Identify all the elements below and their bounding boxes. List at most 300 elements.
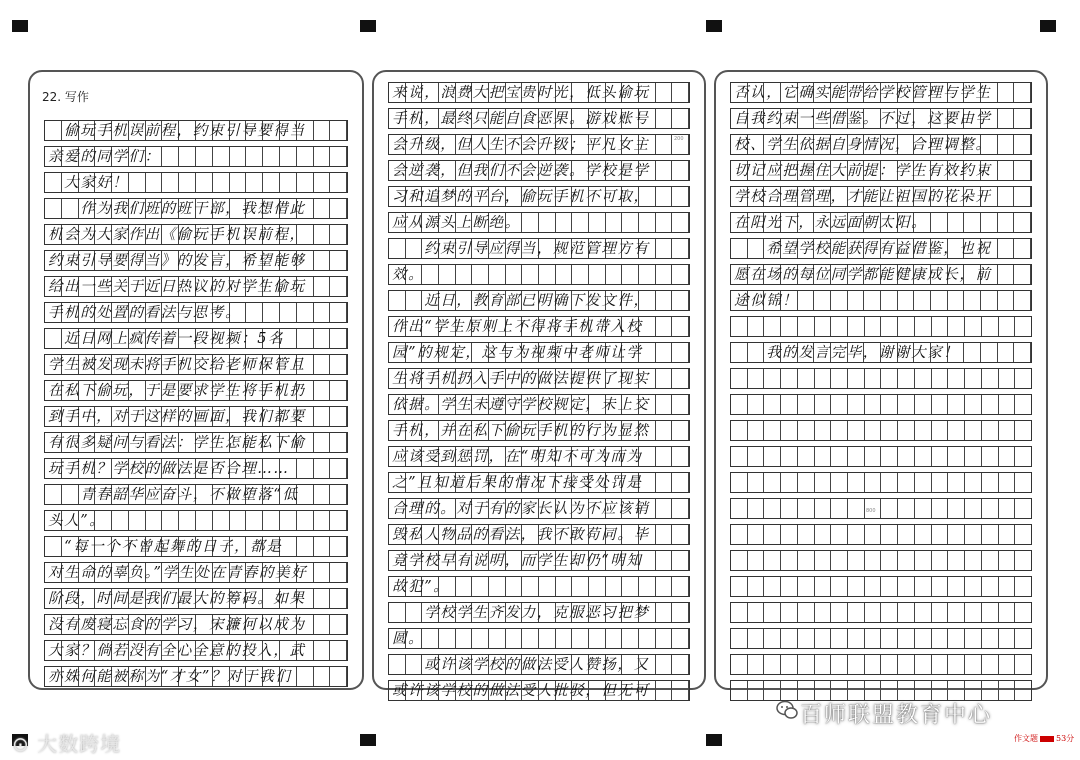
grid-cell bbox=[731, 395, 748, 414]
handwritten-line: 我的发言完毕，谢谢大家！ bbox=[734, 345, 960, 361]
handwritten-line: 校、学生依据自身情况，合理调整。 bbox=[734, 137, 992, 153]
handwritten-line: 或许该学校的做法受人批驳，但无可 bbox=[392, 683, 650, 699]
grid-cell bbox=[731, 473, 748, 492]
grid-cell bbox=[672, 343, 689, 362]
grid-cell bbox=[589, 213, 606, 232]
grid-cell bbox=[798, 551, 815, 570]
grid-cell bbox=[948, 291, 965, 310]
grid-cell bbox=[1015, 551, 1031, 570]
grid-row bbox=[730, 628, 1032, 649]
grid-cell bbox=[489, 265, 506, 284]
grid-cell bbox=[1014, 109, 1031, 128]
grid-cell bbox=[572, 577, 589, 596]
grid-cell bbox=[999, 655, 1016, 674]
grid-cell bbox=[831, 395, 848, 414]
grid-cell bbox=[639, 265, 656, 284]
grid-cell bbox=[948, 369, 965, 388]
grid-row bbox=[44, 198, 348, 219]
grid-row bbox=[388, 420, 690, 441]
grid-cell bbox=[672, 421, 689, 440]
grid-cell bbox=[781, 499, 798, 518]
grid-cell bbox=[982, 629, 999, 648]
grid-cell bbox=[489, 577, 506, 596]
grid-cell bbox=[764, 447, 781, 466]
grid-cell bbox=[314, 667, 331, 686]
grid-cell bbox=[848, 551, 865, 570]
grid-cell bbox=[915, 525, 932, 544]
answer-panel-left bbox=[28, 70, 364, 690]
handwritten-line: 竟学校早有说明，而学生却仍“明知 bbox=[392, 553, 643, 569]
grid-cell bbox=[263, 511, 280, 530]
grid-cell bbox=[781, 603, 798, 622]
grid-row bbox=[44, 354, 348, 375]
grid-cell bbox=[522, 213, 539, 232]
grid-cell bbox=[965, 551, 982, 570]
grid-cell bbox=[330, 537, 347, 556]
grid-cell bbox=[865, 551, 882, 570]
grid-cell bbox=[456, 629, 473, 648]
grid-cell bbox=[848, 525, 865, 544]
grid-cell bbox=[246, 147, 263, 166]
grid-cell bbox=[731, 577, 748, 596]
grid-cell bbox=[213, 173, 230, 192]
grid-cell bbox=[798, 577, 815, 596]
grid-cell bbox=[865, 603, 882, 622]
grid-cell bbox=[881, 655, 898, 674]
grid-cell bbox=[656, 603, 673, 622]
grid-cell bbox=[589, 577, 606, 596]
grid-cell bbox=[965, 369, 982, 388]
grid-cell bbox=[848, 447, 865, 466]
grid-cell bbox=[556, 577, 573, 596]
grid-cell bbox=[982, 499, 999, 518]
grid-cell bbox=[881, 421, 898, 440]
grid-cell bbox=[982, 655, 999, 674]
grid-cell bbox=[314, 225, 331, 244]
grid-cell bbox=[898, 473, 915, 492]
grid-cell bbox=[280, 173, 297, 192]
grid-cell bbox=[314, 641, 331, 660]
grid-cell bbox=[314, 589, 331, 608]
handwritten-line: 手机，最终只能自食恶果。游戏账号 bbox=[392, 111, 650, 127]
grid-cell bbox=[915, 395, 932, 414]
grid-cell bbox=[314, 251, 331, 270]
grid-cell bbox=[672, 109, 689, 128]
grid-cell bbox=[848, 317, 865, 336]
handwritten-line: 会升级，但人生不会升级；平凡女主 bbox=[392, 137, 650, 153]
grid-cell bbox=[798, 473, 815, 492]
grid-cell bbox=[999, 551, 1016, 570]
grid-cell bbox=[798, 421, 815, 440]
grid-cell bbox=[932, 499, 949, 518]
grid-cell bbox=[848, 395, 865, 414]
grid-cell bbox=[731, 629, 748, 648]
grid-cell bbox=[815, 499, 832, 518]
grid-cell bbox=[589, 265, 606, 284]
handwritten-line: 途似锦！ bbox=[734, 293, 799, 309]
grid-cell bbox=[748, 369, 765, 388]
grid-cell bbox=[280, 147, 297, 166]
grid-cell bbox=[932, 473, 949, 492]
grid-cell bbox=[798, 499, 815, 518]
grid-cell bbox=[330, 667, 347, 686]
grid-cell bbox=[672, 317, 689, 336]
grid-cell bbox=[314, 355, 331, 374]
grid-cell bbox=[865, 577, 882, 596]
grid-cell bbox=[915, 447, 932, 466]
grid-cell bbox=[748, 499, 765, 518]
grid-cell bbox=[230, 173, 247, 192]
grid-row bbox=[388, 368, 690, 389]
grid-cell bbox=[314, 303, 331, 322]
grid-cell bbox=[998, 187, 1015, 206]
grid-cell bbox=[506, 265, 523, 284]
grid-cell bbox=[1015, 577, 1031, 596]
grid-cell bbox=[848, 369, 865, 388]
grid-cell bbox=[881, 317, 898, 336]
grid-cell bbox=[656, 135, 673, 154]
grid-cell bbox=[672, 239, 689, 258]
grid-cell bbox=[162, 147, 179, 166]
grid-cell bbox=[314, 121, 331, 140]
grid-cell bbox=[213, 511, 230, 530]
grid-cell bbox=[764, 317, 781, 336]
grid-cell bbox=[831, 655, 848, 674]
registration-mark bbox=[706, 20, 722, 32]
question-label: 22. 写作 bbox=[42, 90, 89, 104]
grid-cell bbox=[932, 395, 949, 414]
grid-cell bbox=[798, 291, 815, 310]
grid-cell bbox=[314, 277, 331, 296]
grid-cell bbox=[764, 525, 781, 544]
grid-row bbox=[44, 302, 348, 323]
grid-cell bbox=[965, 317, 982, 336]
grid-cell bbox=[865, 317, 882, 336]
handwritten-line: 效。 bbox=[392, 267, 425, 283]
grid-cell bbox=[179, 173, 196, 192]
handwritten-line: 生将手机扔入手中的做法提供了现实 bbox=[392, 371, 650, 387]
grid-cell bbox=[731, 499, 748, 518]
handwritten-line: 故犯”。 bbox=[392, 579, 450, 595]
handwritten-line: 近日，教育部已明确下发文件， bbox=[392, 293, 650, 309]
grid-cell bbox=[246, 511, 263, 530]
grid-cell bbox=[196, 173, 213, 192]
grid-cell bbox=[982, 317, 999, 336]
handwritten-line: 自我约束一些借鉴。不过，这要由学 bbox=[734, 111, 992, 127]
grid-cell bbox=[998, 265, 1015, 284]
grid-row bbox=[730, 316, 1032, 337]
grid-cell bbox=[572, 629, 589, 648]
grid-cell bbox=[815, 395, 832, 414]
grid-cell bbox=[731, 525, 748, 544]
grid-cell bbox=[672, 213, 689, 232]
grid-cell bbox=[672, 681, 689, 700]
grid-cell bbox=[764, 369, 781, 388]
grid-cell bbox=[881, 577, 898, 596]
grid-cell bbox=[656, 161, 673, 180]
handwritten-line: 或许该学校的做法受人赞扬，又 bbox=[392, 657, 650, 673]
grid-cell bbox=[931, 213, 948, 232]
grid-cell bbox=[964, 213, 981, 232]
grid-cell bbox=[781, 681, 798, 700]
grid-cell bbox=[764, 629, 781, 648]
handwritten-line: 园”的规定，这与为视频中老师让学 bbox=[392, 345, 643, 361]
grid-cell bbox=[815, 525, 832, 544]
handwritten-line: 毁私人物品的看法，我不敢苟同。毕 bbox=[392, 527, 650, 543]
grid-cell bbox=[1015, 421, 1031, 440]
grid-cell bbox=[656, 655, 673, 674]
grid-cell bbox=[965, 577, 982, 596]
grid-row bbox=[44, 510, 348, 531]
grid-cell bbox=[656, 447, 673, 466]
grid-cell bbox=[781, 551, 798, 570]
grid-cell bbox=[656, 577, 673, 596]
grid-cell bbox=[831, 551, 848, 570]
grid-cell bbox=[781, 629, 798, 648]
grid-cell bbox=[999, 525, 1016, 544]
grid-count-mark: 200 bbox=[674, 136, 684, 142]
grid-cell bbox=[781, 317, 798, 336]
grid-cell bbox=[1015, 629, 1031, 648]
grid-cell bbox=[472, 265, 489, 284]
grid-cell bbox=[781, 447, 798, 466]
grid-cell bbox=[330, 173, 347, 192]
grid-cell bbox=[898, 629, 915, 648]
grid-cell bbox=[948, 629, 965, 648]
grid-row bbox=[388, 186, 690, 207]
grid-cell bbox=[1014, 265, 1031, 284]
grid-cell bbox=[589, 629, 606, 648]
grid-cell bbox=[672, 603, 689, 622]
grid-cell bbox=[965, 395, 982, 414]
grid-cell bbox=[932, 577, 949, 596]
grid-cell bbox=[764, 499, 781, 518]
score-stamp: 作文题 53分 bbox=[1014, 734, 1075, 743]
grid-cell bbox=[246, 173, 263, 192]
grid-cell bbox=[330, 641, 347, 660]
grid-cell bbox=[672, 577, 689, 596]
grid-cell bbox=[656, 265, 673, 284]
grid-row bbox=[730, 134, 1032, 155]
grid-cell bbox=[748, 603, 765, 622]
grid-cell bbox=[179, 511, 196, 530]
grid-cell bbox=[964, 291, 981, 310]
grid-cell bbox=[948, 603, 965, 622]
grid-cell bbox=[915, 551, 932, 570]
grid-cell bbox=[112, 511, 129, 530]
grid-row bbox=[44, 562, 348, 583]
grid-row bbox=[730, 498, 1032, 519]
grid-cell bbox=[472, 629, 489, 648]
grid-cell bbox=[848, 473, 865, 492]
grid-cell bbox=[815, 655, 832, 674]
grid-cell bbox=[314, 459, 331, 478]
grid-cell bbox=[798, 317, 815, 336]
grid-cell bbox=[656, 551, 673, 570]
grid-cell bbox=[314, 147, 331, 166]
grid-row bbox=[730, 238, 1032, 259]
grid-cell bbox=[129, 173, 146, 192]
grid-cell bbox=[965, 473, 982, 492]
handwritten-line: 之”且知道后果的情况下接受处罚是 bbox=[392, 475, 643, 491]
grid-cell bbox=[731, 369, 748, 388]
grid-cell bbox=[998, 135, 1015, 154]
grid-cell bbox=[981, 291, 998, 310]
grid-cell bbox=[280, 303, 297, 322]
grid-cell bbox=[330, 459, 347, 478]
grid-cell bbox=[297, 511, 314, 530]
grid-cell bbox=[656, 239, 673, 258]
grid-cell bbox=[915, 655, 932, 674]
grid-cell bbox=[981, 343, 998, 362]
grid-row bbox=[44, 146, 348, 167]
grid-row bbox=[388, 524, 690, 545]
grid-cell bbox=[656, 369, 673, 388]
handwritten-line: 习和追梦的平台，偷玩手机不可取， bbox=[392, 189, 650, 205]
grid-cell bbox=[815, 629, 832, 648]
grid-cell bbox=[556, 629, 573, 648]
grid-cell bbox=[314, 173, 331, 192]
grid-cell bbox=[798, 395, 815, 414]
grid-cell bbox=[622, 577, 639, 596]
grid-cell bbox=[915, 473, 932, 492]
grid-cell bbox=[330, 589, 347, 608]
grid-cell bbox=[196, 511, 213, 530]
grid-cell bbox=[1015, 499, 1031, 518]
grid-cell bbox=[998, 343, 1015, 362]
grid-cell bbox=[672, 525, 689, 544]
grid-cell bbox=[539, 577, 556, 596]
grid-cell bbox=[931, 291, 948, 310]
grid-row bbox=[388, 446, 690, 467]
handwritten-line: 切记应把握住大前提：学生有效约束 bbox=[734, 163, 992, 179]
grid-cell bbox=[881, 525, 898, 544]
grid-cell bbox=[815, 603, 832, 622]
grid-cell bbox=[297, 329, 314, 348]
grid-cell bbox=[297, 485, 314, 504]
grid-cell bbox=[865, 525, 882, 544]
grid-cell bbox=[999, 395, 1016, 414]
grid-cell bbox=[656, 291, 673, 310]
grid-row bbox=[388, 472, 690, 493]
watermark-left: ⊙ 大数跨境 bbox=[12, 732, 122, 756]
grid-cell bbox=[314, 433, 331, 452]
grid-cell bbox=[999, 369, 1016, 388]
grid-cell bbox=[881, 395, 898, 414]
grid-cell bbox=[213, 147, 230, 166]
grid-cell bbox=[748, 395, 765, 414]
grid-cell bbox=[330, 433, 347, 452]
grid-cell bbox=[1014, 187, 1031, 206]
grid-cell bbox=[982, 551, 999, 570]
grid-cell bbox=[998, 291, 1015, 310]
grid-cell bbox=[932, 655, 949, 674]
grid-cell bbox=[764, 551, 781, 570]
grid-row bbox=[388, 550, 690, 571]
wechat-icon bbox=[776, 700, 798, 720]
grid-cell bbox=[330, 147, 347, 166]
grid-cell bbox=[764, 473, 781, 492]
handwritten-line: 对生命的辜负。”学生处在青春的美好 bbox=[48, 565, 308, 581]
grid-cell bbox=[982, 421, 999, 440]
grid-cell bbox=[948, 655, 965, 674]
watermark-icon: ⊙ bbox=[12, 732, 38, 756]
grid-cell bbox=[330, 303, 347, 322]
grid-cell bbox=[522, 629, 539, 648]
grid-cell bbox=[246, 303, 263, 322]
grid-cell bbox=[672, 447, 689, 466]
handwritten-line: 依据。学生未遵守学校规定，未上交 bbox=[392, 397, 650, 413]
grid-cell bbox=[731, 421, 748, 440]
grid-cell bbox=[831, 447, 848, 466]
grid-cell bbox=[656, 213, 673, 232]
grid-cell bbox=[422, 265, 439, 284]
grid-cell bbox=[330, 485, 347, 504]
grid-cell bbox=[1014, 213, 1031, 232]
grid-cell bbox=[815, 551, 832, 570]
grid-cell bbox=[831, 317, 848, 336]
grid-row bbox=[44, 172, 348, 193]
grid-cell bbox=[622, 629, 639, 648]
grid-cell bbox=[672, 291, 689, 310]
grid-cell bbox=[865, 369, 882, 388]
grid-cell bbox=[881, 499, 898, 518]
grid-cell bbox=[656, 681, 673, 700]
grid-cell bbox=[848, 629, 865, 648]
grid-cell bbox=[881, 629, 898, 648]
registration-mark bbox=[360, 734, 376, 746]
grid-cell bbox=[179, 147, 196, 166]
grid-cell bbox=[656, 629, 673, 648]
grid-cell bbox=[948, 577, 965, 596]
handwritten-line: 到手中，对于这样的画面，我们都要 bbox=[48, 409, 306, 425]
grid-cell bbox=[815, 369, 832, 388]
grid-cell bbox=[999, 317, 1016, 336]
grid-cell bbox=[230, 511, 247, 530]
grid-cell bbox=[280, 537, 297, 556]
grid-row bbox=[730, 576, 1032, 597]
handwritten-line: 亦姝何能被称为“才女”？对于我们 bbox=[48, 669, 292, 685]
handwritten-line: 近日网上疯传着一段视频：5名 bbox=[48, 331, 285, 347]
grid-cell bbox=[764, 655, 781, 674]
grid-cell bbox=[162, 511, 179, 530]
grid-cell bbox=[656, 421, 673, 440]
grid-cell bbox=[764, 577, 781, 596]
grid-cell bbox=[798, 525, 815, 544]
grid-cell bbox=[932, 603, 949, 622]
grid-cell bbox=[731, 551, 748, 570]
grid-cell bbox=[1014, 343, 1031, 362]
grid-row bbox=[44, 484, 348, 505]
grid-cell bbox=[999, 629, 1016, 648]
grid-cell bbox=[656, 473, 673, 492]
grid-cell bbox=[932, 551, 949, 570]
grid-cell bbox=[915, 317, 932, 336]
grid-cell bbox=[948, 317, 965, 336]
grid-row bbox=[44, 614, 348, 635]
grid-cell bbox=[999, 447, 1016, 466]
handwritten-line: 合理的。对于有的家长认为不应该销 bbox=[392, 501, 650, 517]
grid-row bbox=[44, 380, 348, 401]
grid-cell bbox=[831, 577, 848, 596]
grid-cell bbox=[982, 473, 999, 492]
grid-cell bbox=[848, 291, 865, 310]
handwritten-line: 头人”。 bbox=[48, 513, 106, 529]
grid-cell bbox=[330, 355, 347, 374]
grid-cell bbox=[162, 173, 179, 192]
grid-cell bbox=[798, 629, 815, 648]
grid-cell bbox=[965, 525, 982, 544]
